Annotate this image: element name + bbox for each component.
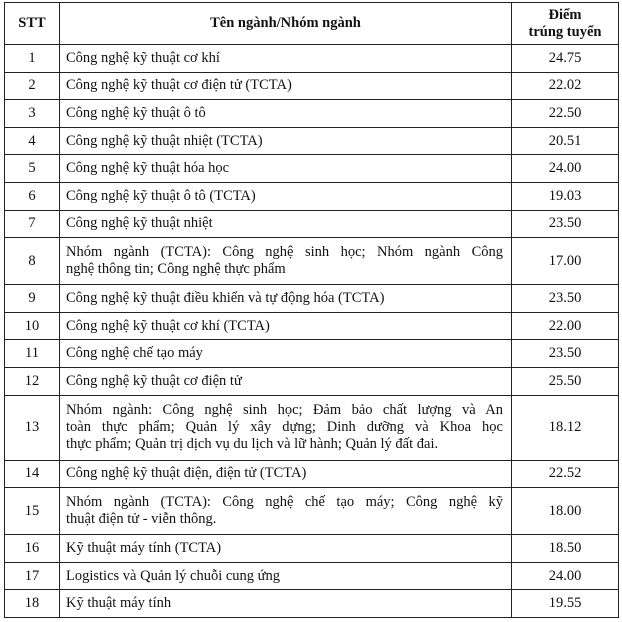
table-row (5, 45, 619, 73)
row-major-name (60, 127, 512, 155)
row-major-name (60, 488, 512, 535)
row-major-name (60, 238, 512, 285)
row-major-name-line: Nhóm ngành (TCTA): Công nghệ sinh học; Nhóm ngành Công (66, 244, 503, 261)
row-score: 19.55 (512, 590, 619, 618)
row-major-name (60, 460, 512, 488)
row-major-name-line: Công nghệ kỹ thuật điều khiển và tự động hóa (TCTA) (66, 289, 385, 306)
row-stt: 6 (5, 182, 60, 210)
table-row (5, 155, 619, 183)
row-score: 24.75 (512, 45, 619, 73)
row-major-name-line: Công nghệ kỹ thuật cơ điện tử (66, 372, 242, 389)
row-major-name-line: Nhóm ngành: Công nghệ sinh học; Đảm bảo chất lượng và An (66, 402, 503, 419)
row-major-name-line: Công nghệ kỹ thuật hóa học (66, 160, 230, 177)
header-stt: STT (5, 3, 60, 45)
table-row (5, 590, 619, 618)
row-major-name (60, 395, 512, 460)
row-score: 18.50 (512, 535, 619, 563)
row-major-name (60, 340, 512, 368)
row-major-name-line: Công nghệ kỹ thuật cơ điện tử (TCTA) (66, 77, 292, 94)
row-stt: 2 (5, 72, 60, 100)
row-major-name (60, 182, 512, 210)
row-major-name-line: thực phẩm; Quản trị dịch vụ du lịch và lữ hành; Quản lý đất đai. (66, 436, 439, 453)
table-row (5, 562, 619, 590)
table-header-row (5, 3, 619, 45)
row-score: 22.50 (512, 100, 619, 128)
row-stt: 5 (5, 155, 60, 183)
row-major-name-line: Công nghệ chế tạo máy (66, 345, 203, 362)
row-major-name (60, 100, 512, 128)
row-stt: 3 (5, 100, 60, 128)
table-row (5, 460, 619, 488)
table-row (5, 340, 619, 368)
row-major-name-line: Công nghệ kỹ thuật ô tô (TCTA) (66, 187, 256, 204)
row-stt: 1 (5, 45, 60, 73)
table-row (5, 100, 619, 128)
row-major-name-line: Công nghệ kỹ thuật ô tô (66, 104, 206, 121)
row-score: 19.03 (512, 182, 619, 210)
row-score: 22.52 (512, 460, 619, 488)
row-score: 24.00 (512, 155, 619, 183)
row-major-name (60, 45, 512, 73)
row-score: 23.50 (512, 340, 619, 368)
header-score (512, 3, 619, 45)
row-major-name (60, 590, 512, 618)
row-score: 25.50 (512, 367, 619, 395)
row-stt: 11 (5, 340, 60, 368)
table-row (5, 210, 619, 238)
row-major-name-line: Nhóm ngành (TCTA): Công nghệ chế tạo máy; Công nghệ kỹ (66, 494, 503, 511)
row-stt: 17 (5, 562, 60, 590)
row-stt: 4 (5, 127, 60, 155)
row-major-name-line: toàn thực phẩm; Quản lý xây dựng; Dinh dưỡng và Khoa học (66, 419, 503, 436)
header-score-line1: Điểm (548, 6, 582, 23)
row-major-name (60, 285, 512, 313)
row-score: 18.00 (512, 488, 619, 535)
table-row (5, 395, 619, 460)
row-major-name (60, 72, 512, 100)
row-stt: 18 (5, 590, 60, 618)
row-stt: 7 (5, 210, 60, 238)
row-stt: 10 (5, 312, 60, 340)
row-major-name (60, 535, 512, 563)
row-major-name-line: Kỹ thuật máy tính (TCTA) (66, 539, 222, 556)
row-stt: 12 (5, 367, 60, 395)
table-row (5, 72, 619, 100)
row-stt: 13 (5, 395, 60, 460)
row-score: 17.00 (512, 238, 619, 285)
row-stt: 8 (5, 238, 60, 285)
table-row (5, 535, 619, 563)
table-row (5, 367, 619, 395)
header-name: Tên ngành/Nhóm ngành (60, 3, 512, 45)
row-major-name (60, 210, 512, 238)
row-major-name (60, 155, 512, 183)
table-row (5, 488, 619, 535)
table-row (5, 285, 619, 313)
row-major-name (60, 562, 512, 590)
row-major-name (60, 367, 512, 395)
table-row (5, 238, 619, 285)
row-score: 23.50 (512, 285, 619, 313)
table-row (5, 127, 619, 155)
row-major-name-line: Công nghệ kỹ thuật cơ khí (66, 49, 220, 66)
admission-scores-table-container (4, 2, 619, 618)
row-score: 24.00 (512, 562, 619, 590)
row-major-name-line: Công nghệ kỹ thuật điện, điện tử (TCTA) (66, 465, 307, 482)
row-major-name-line: Công nghệ kỹ thuật cơ khí (TCTA) (66, 317, 270, 334)
row-score: 20.51 (512, 127, 619, 155)
row-score: 18.12 (512, 395, 619, 460)
row-major-name-line: Công nghệ kỹ thuật nhiệt (66, 215, 213, 232)
row-stt: 14 (5, 460, 60, 488)
row-score: 22.00 (512, 312, 619, 340)
table-row (5, 182, 619, 210)
row-stt: 9 (5, 285, 60, 313)
table-row (5, 312, 619, 340)
row-score: 22.02 (512, 72, 619, 100)
row-stt: 15 (5, 488, 60, 535)
row-major-name (60, 312, 512, 340)
header-score-line2: trúng tuyển (528, 23, 602, 40)
admission-scores-table (4, 2, 619, 618)
row-major-name-line: Kỹ thuật máy tính (66, 595, 172, 612)
row-major-name-line: nghệ thông tin; Công nghệ thực phẩm (66, 261, 286, 278)
row-score: 23.50 (512, 210, 619, 238)
row-major-name-line: Logistics và Quản lý chuỗi cung ứng (66, 567, 281, 584)
row-major-name-line: thuật điện tử - viễn thông. (66, 511, 217, 528)
row-stt: 16 (5, 535, 60, 563)
table-body (5, 45, 619, 618)
row-major-name-line: Công nghệ kỹ thuật nhiệt (TCTA) (66, 132, 263, 149)
